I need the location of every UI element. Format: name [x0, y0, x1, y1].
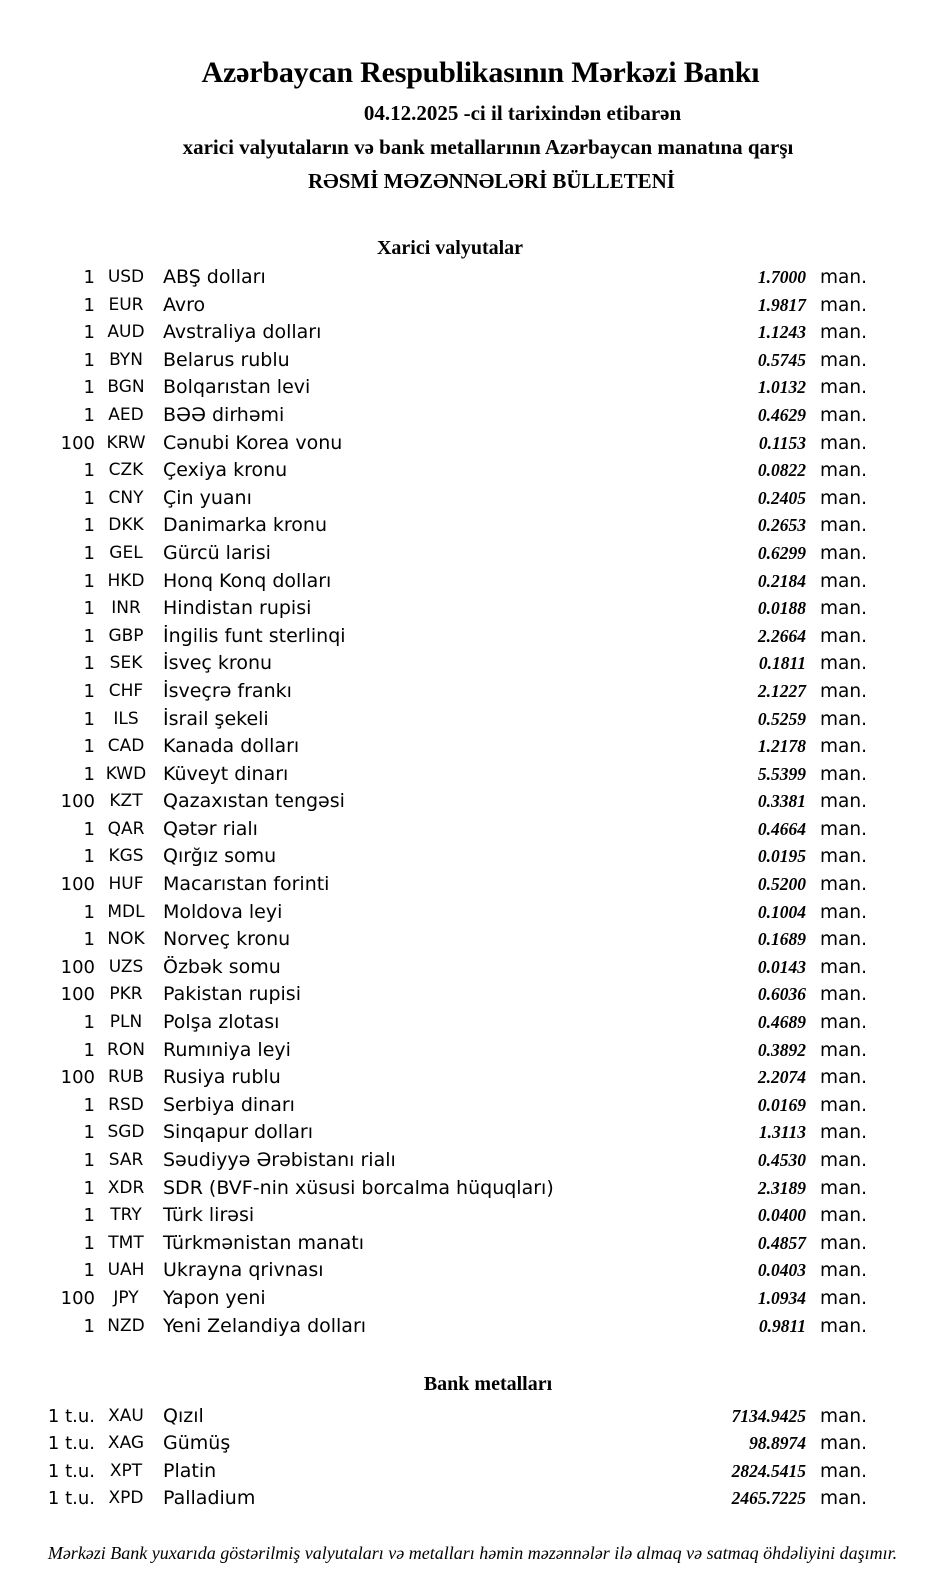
currency-code: HUF [108, 874, 144, 895]
currency-row [0, 899, 868, 927]
currency-name: Polşa zlotası [163, 1011, 280, 1034]
currency-quantity: 1 [83, 1177, 95, 1199]
currency-quantity: 1 [83, 570, 95, 592]
metals-table [0, 1403, 868, 1513]
unit-label: man. [820, 1287, 867, 1309]
currency-row [0, 981, 868, 1009]
exchange-rate: 0.5259 [757, 708, 806, 729]
currency-row [0, 871, 868, 899]
currency-quantity: 1 [83, 1150, 95, 1171]
exchange-rate: 1.3113 [758, 1122, 806, 1143]
currency-code: SAR [108, 1150, 144, 1170]
currency-row [0, 706, 868, 734]
currency-quantity: 1 [83, 377, 95, 399]
currency-row [0, 954, 868, 982]
exchange-rate: 0.5200 [757, 874, 806, 895]
currency-code: NOK [107, 929, 145, 950]
currency-table [0, 264, 868, 1340]
exchange-rate: 0.2405 [757, 487, 806, 508]
currency-quantity: 1 [83, 901, 95, 923]
currency-name: SDR (BVF-nin xüsusi borcalma hüquqları) [163, 1176, 554, 1199]
unit-label: man. [820, 1406, 867, 1427]
exchange-rate: 1.1243 [757, 322, 806, 343]
currency-code: PLN [109, 1012, 143, 1033]
currency-quantity: 1 [83, 515, 95, 537]
currency-row [0, 1147, 868, 1175]
unit-label: man. [820, 680, 867, 702]
currency-name: Kanada dolları [163, 735, 300, 758]
metal-row [0, 1485, 868, 1512]
currency-name: Honq Konq dolları [163, 569, 332, 592]
currency-quantity: 1 [83, 1122, 95, 1144]
currency-quantity: 1 [83, 763, 95, 785]
currency-row [0, 816, 868, 844]
exchange-rate: 0.4530 [757, 1150, 806, 1170]
unit-label: man. [820, 460, 867, 482]
currency-row [0, 540, 868, 568]
currency-code: EUR [108, 294, 144, 315]
metal-code: XPD [108, 1488, 144, 1509]
currency-quantity: 1 [83, 1012, 95, 1034]
unit-label: man. [820, 653, 867, 675]
exchange-rate: 0.0195 [757, 846, 806, 867]
currency-quantity: 1 [83, 1260, 95, 1282]
effective-date-line: 04.12.2025 -ci il tarixindən etibarən [363, 101, 682, 125]
currency-name: Özbək somu [163, 955, 281, 978]
currency-code: MDL [107, 901, 145, 922]
currency-row [0, 402, 868, 430]
currency-row [0, 374, 868, 402]
currency-row [0, 623, 868, 651]
unit-label: man. [820, 570, 867, 592]
currency-name: Ukrayna qrivnası [163, 1259, 324, 1282]
exchange-rate: 0.0169 [757, 1094, 806, 1115]
metal-name: Palladium [163, 1487, 256, 1510]
exchange-rate: 1.9817 [757, 294, 806, 315]
unit-label: man. [820, 846, 867, 868]
currency-code: KWD [105, 763, 147, 784]
currency-row [0, 485, 868, 513]
currency-name: ABŞ dolları [163, 266, 266, 288]
currency-name: Türk lirəsi [163, 1204, 255, 1227]
currency-name: Macarıstan forinti [163, 873, 330, 896]
metal-quantity: 1 t.u. [47, 1488, 95, 1510]
unit-label: man. [820, 874, 867, 896]
currency-row [0, 1313, 868, 1341]
currency-code: BYN [109, 349, 143, 370]
currency-name: Qırğız somu [163, 845, 277, 868]
metal-row [0, 1458, 868, 1485]
currency-quantity: 1 [83, 349, 95, 371]
unit-label: man. [820, 625, 867, 647]
currency-row [0, 1092, 868, 1120]
metal-rate: 98.8974 [749, 1433, 806, 1454]
currency-quantity: 1 [83, 322, 95, 344]
exchange-rate: 0.5745 [757, 349, 806, 370]
currency-code: BGN [107, 377, 145, 398]
currency-row [0, 1119, 868, 1147]
currency-name: Avro [163, 293, 206, 316]
currency-row [0, 1037, 868, 1065]
currency-quantity: 1 [83, 929, 95, 951]
metal-rate: 2465.7225 [731, 1488, 806, 1509]
currency-name: BƏƏ dirhəmi [163, 403, 285, 426]
exchange-rate: 0.2184 [757, 570, 806, 591]
currency-code: SEK [109, 653, 143, 674]
currency-name: Norveç kronu [163, 928, 291, 951]
currency-code: AED [108, 404, 144, 425]
currency-code: CAD [107, 736, 145, 757]
currency-row [0, 1175, 868, 1203]
section-heading-metals: Bank metalları [423, 1373, 553, 1395]
currency-code: JPY [113, 1287, 139, 1308]
currency-quantity: 1 [83, 267, 95, 288]
unit-label: man. [820, 404, 867, 426]
unit-label: man. [820, 432, 867, 454]
currency-code: CZK [108, 460, 144, 481]
exchange-rate: 0.0822 [757, 460, 806, 481]
currency-quantity: 100 [60, 1287, 95, 1309]
exchange-rate: 0.6036 [757, 984, 806, 1005]
currency-name: Qazaxıstan tengəsi [163, 790, 345, 813]
currency-code: UZS [108, 956, 144, 977]
unit-label: man. [820, 267, 867, 288]
currency-name: Yapon yeni [163, 1286, 266, 1309]
exchange-rate: 0.1004 [757, 901, 806, 922]
currency-code: NZD [107, 1315, 145, 1336]
exchange-rate: 0.9811 [758, 1315, 806, 1336]
currency-quantity: 100 [60, 956, 95, 978]
currency-name: Cənubi Korea vonu [163, 431, 343, 454]
currency-code: PKR [109, 984, 143, 1005]
currency-code: INR [111, 598, 141, 619]
exchange-rate: 0.3381 [757, 791, 806, 812]
currency-name: Səudiyyə Ərəbistanı rialı [163, 1149, 396, 1171]
unit-label: man. [820, 598, 867, 620]
metal-name: Qızıl [163, 1405, 204, 1427]
currency-quantity: 100 [60, 1067, 95, 1089]
currency-code: XDR [107, 1177, 145, 1198]
metal-quantity: 1 t.u. [47, 1460, 95, 1482]
currency-name: Serbiya dinarı [163, 1093, 295, 1116]
currency-row [0, 1230, 868, 1258]
metal-rate: 7134.9425 [731, 1406, 806, 1426]
currency-name: Gürcü larisi [163, 541, 271, 564]
currency-row [0, 788, 868, 816]
currency-name: Bolqarıstan levi [163, 376, 311, 399]
currency-code: CHF [108, 680, 144, 701]
currency-code: RUB [108, 1067, 144, 1088]
metal-row [0, 1403, 868, 1430]
page-title: Azərbaycan Respublikasının Mərkəzi Bankı [201, 56, 760, 89]
currency-name: İsrail şekeli [163, 707, 269, 730]
currency-code: QAR [107, 818, 145, 839]
unit-label: man. [820, 1094, 867, 1116]
currency-code: GBP [108, 625, 144, 646]
currency-row [0, 761, 868, 789]
currency-quantity: 100 [60, 791, 95, 813]
currency-quantity: 1 [83, 487, 95, 509]
currency-row [0, 347, 868, 375]
currency-code: HKD [107, 570, 145, 591]
currency-quantity: 1 [83, 542, 95, 564]
currency-quantity: 1 [83, 460, 95, 482]
currency-row [0, 595, 868, 623]
exchange-rate: 1.2178 [757, 736, 806, 757]
exchange-rate: 0.0400 [757, 1205, 806, 1226]
unit-label: man. [820, 1232, 867, 1254]
currency-name: Belarus rublu [163, 348, 290, 371]
currency-name: Türkmənistan manatı [163, 1231, 365, 1254]
exchange-rate: 0.0403 [757, 1260, 806, 1281]
exchange-rate: 2.3189 [757, 1177, 806, 1198]
unit-label: man. [820, 377, 867, 399]
currency-code: RON [107, 1039, 145, 1060]
unit-label: man. [820, 1122, 867, 1144]
metal-name: Gümüş [163, 1432, 231, 1455]
currency-code: TRY [110, 1205, 142, 1226]
currency-name: Rusiya rublu [163, 1066, 281, 1089]
currency-quantity: 100 [60, 432, 95, 454]
bulletin-title: RƏSMİ MƏZƏNNƏLƏRİ BÜLLETENİ [308, 169, 675, 193]
currency-quantity: 100 [60, 984, 95, 1006]
unit-label: man. [820, 294, 867, 316]
currency-quantity: 1 [83, 1232, 95, 1254]
currency-row [0, 678, 868, 706]
unit-label: man. [820, 1067, 867, 1089]
currency-row [0, 264, 868, 292]
unit-label: man. [820, 349, 867, 371]
currency-code: KGS [108, 846, 144, 867]
currency-quantity: 1 [83, 680, 95, 702]
exchange-rate: 0.3892 [757, 1039, 806, 1060]
currency-row [0, 650, 868, 678]
currency-quantity: 1 [83, 294, 95, 316]
currency-row [0, 1064, 868, 1092]
unit-label: man. [820, 1315, 867, 1337]
metal-code: XAG [107, 1433, 145, 1454]
metal-quantity: 1 t.u. [47, 1433, 95, 1455]
currency-name: Danimarka kronu [163, 514, 328, 537]
currency-code: SGD [107, 1122, 145, 1143]
exchange-rate: 0.2653 [757, 515, 806, 536]
currency-quantity: 1 [83, 1039, 95, 1061]
unit-label: man. [820, 1039, 867, 1061]
currency-quantity: 1 [83, 736, 95, 758]
metal-code: XAU [108, 1406, 144, 1426]
unit-label: man. [820, 1488, 867, 1510]
currency-code: CNY [108, 487, 144, 508]
unit-label: man. [820, 708, 867, 730]
currency-name: Hindistan rupisi [163, 597, 312, 620]
currency-row [0, 512, 868, 540]
unit-label: man. [820, 1260, 867, 1282]
currency-name: Küveyt dinarı [163, 762, 289, 785]
currency-row [0, 1009, 868, 1037]
metal-rate: 2824.5415 [731, 1460, 806, 1481]
exchange-rate: 1.0934 [757, 1287, 806, 1308]
currency-quantity: 1 [83, 653, 95, 675]
unit-label: man. [820, 515, 867, 537]
exchange-rate: 0.4664 [757, 818, 806, 839]
metal-quantity: 1 t.u. [47, 1406, 95, 1427]
currency-quantity: 1 [83, 708, 95, 730]
currency-name: Sinqapur dolları [163, 1121, 314, 1144]
currency-name: İsveçrə frankı [163, 679, 292, 702]
metal-name: Platin [163, 1459, 217, 1482]
currency-row [0, 319, 868, 347]
currency-name: Qətər rialı [163, 817, 258, 840]
currency-quantity: 1 [83, 846, 95, 868]
currency-row [0, 457, 868, 485]
currency-code: AUD [107, 322, 145, 343]
unit-label: man. [820, 929, 867, 951]
exchange-rate: 1.7000 [757, 267, 806, 287]
currency-name: Çin yuanı [163, 486, 252, 509]
unit-label: man. [820, 1177, 867, 1199]
currency-row [0, 430, 868, 458]
unit-label: man. [820, 956, 867, 978]
unit-label: man. [820, 1460, 867, 1482]
metal-row [0, 1430, 868, 1457]
unit-label: man. [820, 791, 867, 813]
currency-row [0, 292, 868, 320]
currency-quantity: 1 [83, 1315, 95, 1337]
footer-note: Mərkəzi Bank yuxarıda göstərilmiş valyutaları və metalları həmin məzənnələr ilə almaq və satmaq öhdəliyini daşımır. [47, 1543, 898, 1563]
currency-row [0, 568, 868, 596]
exchange-rate: 5.5399 [757, 763, 806, 784]
currency-code: ILS [113, 708, 139, 729]
exchange-rate: 2.2664 [757, 625, 806, 646]
exchange-rate: 0.1153 [758, 432, 806, 453]
currency-row [0, 926, 868, 954]
exchange-rate: 1.0132 [757, 377, 806, 398]
exchange-rate: 0.4689 [757, 1012, 806, 1033]
currency-row [0, 843, 868, 871]
currency-code: UAH [107, 1260, 145, 1281]
currency-quantity: 1 [83, 598, 95, 620]
currency-code: DKK [108, 515, 144, 536]
exchange-rate: 2.1227 [757, 680, 806, 701]
unit-label: man. [820, 818, 867, 840]
currency-quantity: 1 [83, 625, 95, 647]
unit-label: man. [820, 984, 867, 1006]
exchange-rate: 0.4857 [757, 1232, 806, 1253]
unit-label: man. [820, 1012, 867, 1034]
currency-code: RSD [108, 1094, 144, 1115]
exchange-rate: 0.4629 [757, 404, 806, 425]
currency-code: USD [107, 267, 145, 287]
exchange-rate: 0.1811 [758, 653, 806, 674]
currency-quantity: 1 [83, 1094, 95, 1116]
currency-quantity: 100 [60, 874, 95, 896]
unit-label: man. [820, 1205, 867, 1227]
currency-row [0, 1257, 868, 1285]
currency-name: İsveç kronu [163, 652, 273, 675]
currency-name: Yeni Zelandiya dolları [163, 1314, 367, 1337]
currency-code: KZT [109, 791, 143, 812]
currency-row [0, 1285, 868, 1313]
unit-label: man. [820, 763, 867, 785]
unit-label: man. [820, 1433, 867, 1455]
currency-row [0, 1202, 868, 1230]
metal-code: XPT [109, 1460, 143, 1481]
currency-row [0, 733, 868, 761]
exchange-rate: 0.6299 [757, 542, 806, 563]
currency-name: İngilis funt sterlinqi [163, 624, 346, 647]
currency-name: Avstraliya dolları [163, 321, 322, 344]
currency-code: GEL [109, 542, 143, 563]
unit-label: man. [820, 487, 867, 509]
currency-name: Çexiya kronu [163, 459, 288, 482]
exchange-rate: 0.0188 [757, 598, 806, 619]
subtitle-line: xarici valyutaların və bank metallarının Azərbaycan manatına qarşı [182, 135, 794, 159]
unit-label: man. [820, 1150, 867, 1171]
currency-code: TMT [108, 1232, 144, 1253]
currency-quantity: 1 [83, 404, 95, 426]
exchange-rate: 0.1689 [757, 929, 806, 950]
currency-quantity: 1 [83, 818, 95, 840]
currency-name: Rumıniya leyi [163, 1038, 291, 1061]
unit-label: man. [820, 542, 867, 564]
currency-name: Moldova leyi [163, 900, 283, 923]
exchange-rate: 2.2074 [757, 1067, 806, 1088]
exchange-rate: 0.0143 [757, 956, 806, 977]
unit-label: man. [820, 901, 867, 923]
unit-label: man. [820, 736, 867, 758]
section-heading-currencies: Xarici valyutalar [376, 237, 524, 259]
currency-code: KRW [106, 432, 146, 453]
currency-name: Pakistan rupisi [163, 983, 301, 1006]
unit-label: man. [820, 322, 867, 344]
currency-quantity: 1 [83, 1205, 95, 1227]
